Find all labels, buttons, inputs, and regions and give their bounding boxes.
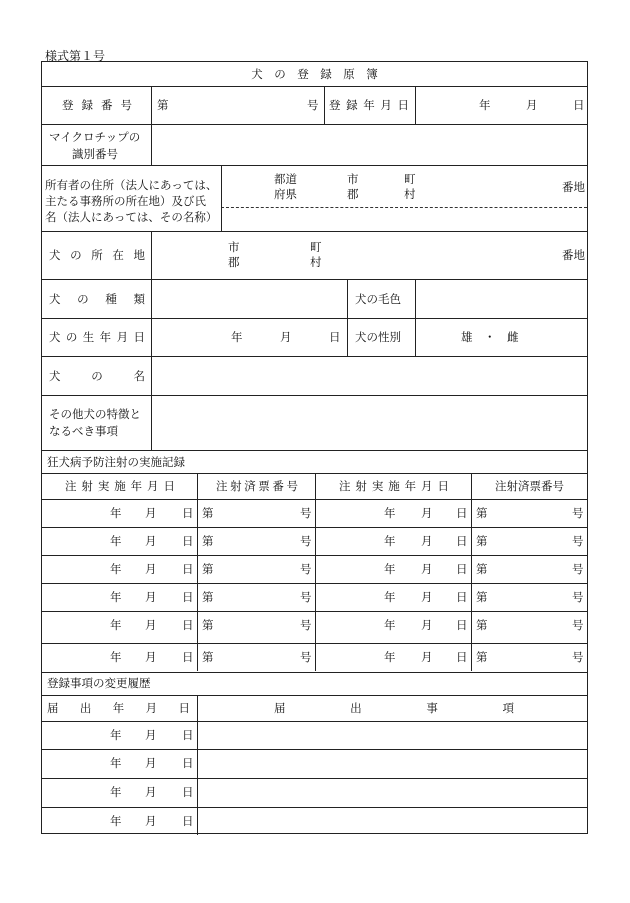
dog-breed-label: 犬 の 種 類: [49, 292, 145, 306]
notice-items-header: 届 出 事 項: [274, 701, 514, 715]
changes-section-label: 登録事項の変更履歴: [47, 676, 151, 690]
location-banchi: 番地: [562, 248, 585, 262]
notice-year: 年: [110, 756, 122, 770]
owner-cho: 町: [404, 172, 416, 186]
dog-location-label: 犬 の 所 在 地: [49, 248, 145, 262]
injection-month: 月: [145, 562, 157, 576]
notice-year: 年: [110, 785, 122, 799]
dog-registry-form: [41, 61, 588, 834]
owner-fuken: 府県: [274, 187, 297, 201]
ticket-suffix-2: 号: [572, 534, 584, 548]
injection-day: 日: [182, 506, 194, 520]
ticket-prefix-2: 第: [476, 562, 488, 576]
ticket-prefix: 第: [202, 650, 214, 664]
injection-month-2: 月: [421, 562, 433, 576]
microchip-label-line2: 識別番号: [72, 147, 118, 161]
ticket-suffix: 号: [300, 562, 312, 576]
injection-day-2: 日: [456, 534, 468, 548]
owner-shi: 市: [347, 172, 359, 186]
rabies-section-label: 狂犬病予防注射の実施記録: [47, 455, 185, 469]
injection-month: 月: [145, 506, 157, 520]
ticket-suffix-2: 号: [572, 650, 584, 664]
injection-day-2: 日: [456, 618, 468, 632]
ticket-number-header: 注 射 済 票 番 号: [216, 479, 298, 493]
dog-sex-options: 雄 ・ 雌: [461, 330, 519, 344]
location-son: 村: [310, 255, 322, 269]
injection-day: 日: [182, 650, 194, 664]
ticket-prefix-2: 第: [476, 506, 488, 520]
ticket-suffix: 号: [300, 590, 312, 604]
owner-son: 村: [404, 187, 416, 201]
birth-day: 日: [329, 330, 341, 344]
owner-label-line2: 主たる事務所の所在地）及び氏: [45, 194, 206, 208]
ticket-prefix: 第: [202, 534, 214, 548]
injection-day: 日: [182, 562, 194, 576]
injection-day-2: 日: [456, 590, 468, 604]
injection-year: 年: [110, 534, 122, 548]
owner-gun: 郡: [347, 187, 359, 201]
owner-todo: 都道: [274, 172, 297, 186]
injection-month-2: 月: [421, 618, 433, 632]
injection-year-2: 年: [384, 562, 396, 576]
ticket-number-header-2: 注射済票番号: [495, 479, 564, 493]
injection-year: 年: [110, 562, 122, 576]
injection-day: 日: [182, 618, 194, 632]
ticket-prefix: 第: [202, 506, 214, 520]
ticket-prefix: 第: [202, 590, 214, 604]
ticket-suffix-2: 号: [572, 618, 584, 632]
dog-birthdate-label: 犬 の 生 年 月 日: [49, 330, 145, 344]
registration-month: 月: [526, 98, 538, 112]
registration-date-label: 登 録 年 月 日: [329, 98, 409, 112]
ticket-prefix-2: 第: [476, 618, 488, 632]
notice-day: 日: [182, 756, 194, 770]
owner-label: 所有者の住所（法人にあっては、: [45, 178, 218, 192]
location-shi: 市: [228, 240, 240, 254]
form-title: 犬 の 登 録 原 簿: [251, 67, 378, 81]
injection-year-2: 年: [384, 590, 396, 604]
injection-year-2: 年: [384, 506, 396, 520]
injection-day-2: 日: [456, 562, 468, 576]
injection-day-2: 日: [456, 506, 468, 520]
notice-day: 日: [182, 814, 194, 828]
notice-year: 年: [110, 728, 122, 742]
injection-year-2: 年: [384, 534, 396, 548]
notice-year: 年: [110, 814, 122, 828]
injection-month: 月: [145, 618, 157, 632]
notice-month: 月: [145, 756, 157, 770]
birth-year: 年: [231, 330, 243, 344]
notice-month: 月: [145, 785, 157, 799]
form-number: 様式第１号: [45, 49, 106, 63]
ticket-prefix-2: 第: [476, 590, 488, 604]
features-label-line2: なるべき事項: [49, 424, 118, 438]
injection-date-header: 注 射 実 施 年 月 日: [65, 479, 175, 493]
injection-day: 日: [182, 590, 194, 604]
ticket-prefix-2: 第: [476, 534, 488, 548]
injection-month-2: 月: [421, 650, 433, 664]
ticket-suffix: 号: [300, 534, 312, 548]
injection-month: 月: [145, 534, 157, 548]
ticket-suffix: 号: [300, 506, 312, 520]
injection-year-2: 年: [384, 650, 396, 664]
owner-label-line3: 名（法人にあっては、その名称）: [45, 210, 218, 224]
ticket-prefix: 第: [202, 618, 214, 632]
ticket-prefix-2: 第: [476, 650, 488, 664]
ticket-suffix-2: 号: [572, 562, 584, 576]
registration-number-suffix: 号: [307, 98, 319, 112]
injection-month-2: 月: [421, 506, 433, 520]
features-label: その他犬の特徴と: [49, 407, 141, 421]
injection-month: 月: [145, 650, 157, 664]
ticket-prefix: 第: [202, 562, 214, 576]
injection-date-header-2: 注 射 実 施 年 月 日: [339, 479, 449, 493]
notice-day: 日: [182, 728, 194, 742]
owner-banchi: 番地: [562, 180, 585, 194]
registration-number-label: 登 録 番 号: [62, 98, 132, 112]
dog-name-label: 犬 の 名: [49, 369, 145, 383]
injection-month-2: 月: [421, 534, 433, 548]
notice-month: 月: [145, 814, 157, 828]
ticket-suffix: 号: [300, 618, 312, 632]
injection-year-2: 年: [384, 618, 396, 632]
ticket-suffix-2: 号: [572, 506, 584, 520]
injection-year: 年: [110, 590, 122, 604]
location-cho: 町: [310, 240, 322, 254]
injection-day: 日: [182, 534, 194, 548]
ticket-suffix: 号: [300, 650, 312, 664]
injection-year: 年: [110, 618, 122, 632]
birth-month: 月: [280, 330, 292, 344]
injection-day-2: 日: [456, 650, 468, 664]
notice-month: 月: [145, 728, 157, 742]
registration-day: 日: [573, 98, 585, 112]
ticket-suffix-2: 号: [572, 590, 584, 604]
injection-year: 年: [110, 506, 122, 520]
notice-date-header: 届 出 年 月 日: [47, 701, 190, 715]
injection-month-2: 月: [421, 590, 433, 604]
registration-number-prefix: 第: [157, 98, 169, 112]
location-gun: 郡: [228, 255, 240, 269]
dog-sex-label: 犬の性別: [355, 330, 401, 344]
injection-month: 月: [145, 590, 157, 604]
dog-coat-label: 犬の毛色: [355, 292, 401, 306]
microchip-label: マイクロチップの: [49, 130, 141, 144]
injection-year: 年: [110, 650, 122, 664]
registration-year: 年: [479, 98, 491, 112]
notice-day: 日: [182, 785, 194, 799]
